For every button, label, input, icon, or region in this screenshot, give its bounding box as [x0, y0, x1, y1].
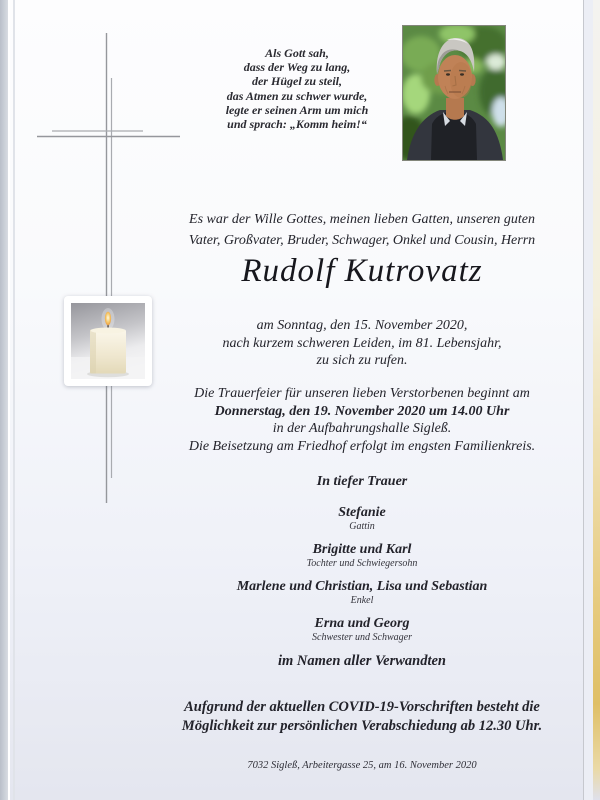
mourner-entry	[112, 616, 600, 644]
mourner-names: Brigitte und Karl	[312, 542, 412, 557]
mourning-header: In tiefer Trauer	[316, 474, 408, 489]
mourning-closing: im Namen aller Verwandten	[278, 653, 446, 669]
card-left-border-line	[13, 0, 15, 800]
funeral-info	[112, 385, 600, 455]
funeral-line: Die Trauerfeier für unseren lieben Verstorbenen beginnt am	[194, 386, 530, 401]
death-info-line: zu sich zu rufen.	[316, 353, 408, 368]
funeral-date-highlight: Donnerstag, den 19. November 2020 um 14.00 Uhr	[214, 403, 510, 419]
mourner-entry	[112, 579, 600, 607]
poem-line: dass der Weg zu lang,	[243, 60, 351, 75]
mourner-entry	[112, 505, 600, 533]
mourner-names: Erna und Georg	[314, 616, 410, 631]
poem-line: Als Gott sah,	[265, 46, 329, 60]
death-info-line: am Sonntag, den 15. November 2020,	[256, 318, 468, 333]
intro-text	[112, 209, 600, 251]
intro-line: Vater, Großvater, Bruder, Schwager, Onkel und Cousin, Herrn	[188, 233, 536, 248]
covid-line: Möglichkeit zur persönlichen Verabschiedung ab 12.30 Uhr.	[181, 718, 543, 734]
mourning-section	[112, 473, 600, 670]
mourner-relation: Schwester und Schwager	[312, 632, 412, 643]
poem-line: legte er seinen Arm um mich	[225, 102, 369, 117]
covid-notice	[112, 698, 600, 736]
poem-line: und sprach: „Komm heim!“	[227, 117, 367, 132]
mourner-relation: Gattin	[349, 521, 375, 532]
mourner-names: Stefanie	[338, 505, 386, 520]
mourner-relation: Enkel	[350, 595, 374, 606]
covid-line: Aufgrund der aktuellen COVID-19-Vorschriften besteht die	[184, 699, 540, 715]
address-footer: 7032 Sigleß, Arbeitergasse 25, am 16. November 2020	[247, 760, 477, 771]
deceased-name: Rudolf Kutrovatz	[241, 253, 483, 289]
intro-line: Es war der Wille Gottes, meinen lieben Gatten, unseren guten	[189, 212, 535, 227]
mourner-names: Marlene und Christian, Lisa und Sebastian	[236, 579, 488, 594]
poem	[147, 46, 447, 131]
death-info	[112, 317, 600, 370]
funeral-line: Die Beisetzung am Friedhof erfolgt im engsten Familienkreis.	[188, 438, 536, 454]
scan-edge-left	[0, 0, 8, 800]
poem-line: der Hügel zu steil,	[251, 74, 342, 89]
funeral-line: in der Aufbahrungshalle Sigleß.	[272, 421, 452, 436]
poem-line: das Atmen zu schwer wurde,	[226, 88, 368, 103]
death-info-line: nach kurzem schweren Leiden, im 81. Lebensjahr,	[222, 335, 502, 351]
mourner-relation: Tochter und Schwiegersohn	[306, 558, 418, 569]
scan-edge-left-highlight	[8, 0, 10, 800]
mourner-entry	[112, 542, 600, 570]
